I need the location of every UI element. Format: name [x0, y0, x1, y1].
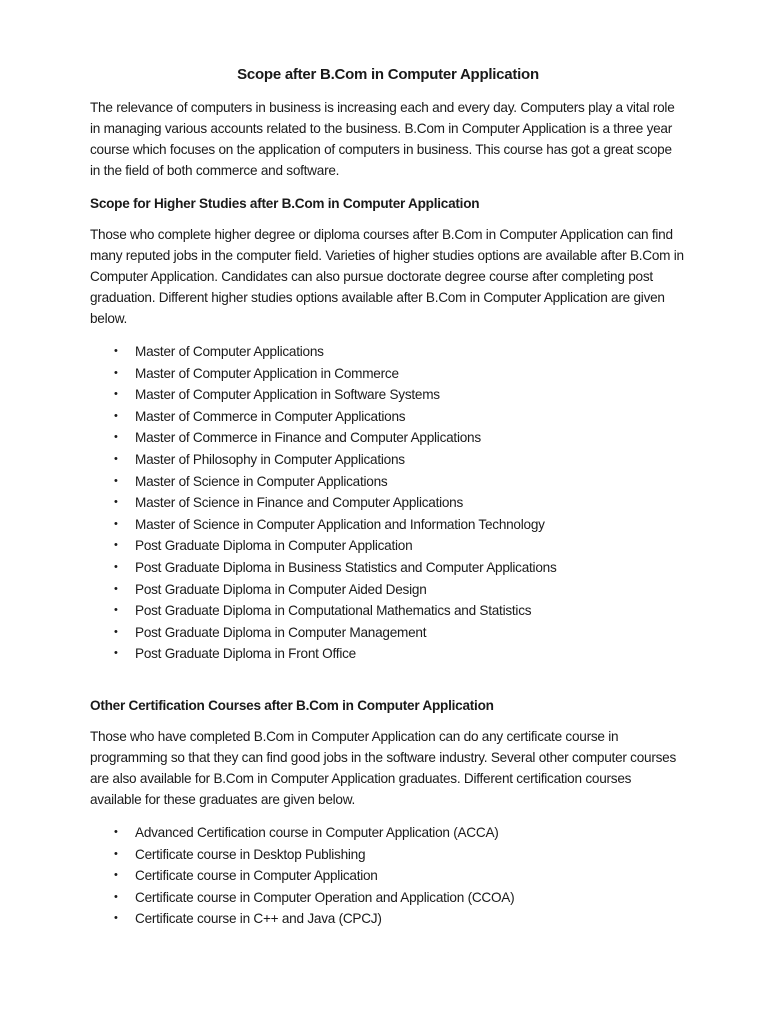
- bullet-icon: •: [114, 388, 118, 401]
- list-item: • Post Graduate Diploma in Computer Aided Design: [90, 579, 684, 601]
- bullet-icon: •: [114, 345, 118, 357]
- list-item: • Post Graduate Diploma in Front Office: [90, 643, 684, 665]
- bullet-icon: •: [114, 625, 118, 638]
- bullet-icon: •: [114, 452, 118, 465]
- bullet-icon: •: [114, 496, 118, 509]
- bullet-icon: •: [114, 366, 118, 379]
- list-item: • Post Graduate Diploma in Computational Mathematics and Statistics: [90, 600, 684, 622]
- bullet-icon: •: [114, 647, 118, 660]
- list-item: • Master of Science in Computer Applications: [90, 471, 684, 493]
- list-item: • Certificate course in Desktop Publishing: [90, 844, 684, 866]
- list-item: • Post Graduate Diploma in Computer Management: [90, 622, 684, 644]
- list-item: • Certificate course in C++ and Java (CPCJ): [90, 908, 684, 930]
- intro-paragraph: The relevance of computers in business is increasing each and every day. Computers play a vital role in managing various accounts related to the business. B.Com in Computer Application is a three year course which focuses on the application of computers in business. This course has got a great scope in the field of both commerce and software.: [90, 100, 675, 178]
- bullet-icon: •: [114, 890, 118, 903]
- bullet-icon: •: [114, 560, 118, 573]
- certification-list: [90, 822, 684, 930]
- list-item: • Post Graduate Diploma in Business Statistics and Computer Applications: [90, 557, 684, 579]
- list-item: • Master of Commerce in Computer Applications: [90, 406, 684, 428]
- list-item: • Master of Science in Computer Application and Information Technology: [90, 514, 684, 536]
- list-item: • Master of Philosophy in Computer Applications: [90, 449, 684, 471]
- page-title: Scope after B.Com in Computer Application: [237, 66, 539, 83]
- list-item: • Master of Computer Application in Software Systems: [90, 384, 684, 406]
- bullet-icon: •: [114, 431, 118, 444]
- higher-studies-paragraph: Those who complete higher degree or diploma courses after B.Com in Computer Application can find many reputed jobs in the computer field. Varieties of higher studies options are available after B.Com in Computer Application. Candidates can also pursue doctorate degree course after completing post graduation. Different higher studies options available after B.Com in Computer Application are given below.: [90, 227, 684, 326]
- list-item: • Certificate course in Computer Operation and Application (CCOA): [90, 887, 684, 909]
- bullet-icon: •: [114, 409, 118, 422]
- list-item: • Master of Computer Applications: [90, 341, 684, 363]
- bullet-icon: •: [114, 825, 118, 838]
- list-item: • Certificate course in Computer Application: [90, 865, 684, 887]
- list-item: • Master of Computer Application in Commerce: [90, 363, 684, 385]
- section-heading-higher-studies: Scope for Higher Studies after B.Com in Computer Application: [90, 196, 480, 211]
- higher-studies-list: [90, 341, 684, 665]
- bullet-icon: •: [114, 869, 118, 882]
- bullet-icon: •: [114, 539, 118, 552]
- bullet-icon: •: [114, 604, 118, 617]
- bullet-icon: •: [114, 847, 118, 860]
- list-item: • Master of Commerce in Finance and Computer Applications: [90, 427, 684, 449]
- bullet-icon: •: [114, 912, 118, 925]
- certification-paragraph: Those who have completed B.Com in Computer Application can do any certificate course in programming so that they can find good jobs in the software industry. Several other computer courses are also available for B.Com in Computer Application graduates. Different certification courses available for these graduates are given below.: [90, 728, 677, 807]
- section-spacer: [90, 677, 684, 695]
- list-item: • Post Graduate Diploma in Computer Application: [90, 535, 684, 557]
- bullet-icon: •: [114, 517, 118, 530]
- list-item: • Master of Science in Finance and Computer Applications: [90, 492, 684, 514]
- bullet-icon: •: [114, 582, 118, 595]
- list-item: • Advanced Certification course in Computer Application (ACCA): [90, 822, 684, 844]
- section-heading-certification: Other Certification Courses after B.Com in Computer Application: [90, 697, 494, 713]
- bullet-icon: •: [114, 474, 118, 487]
